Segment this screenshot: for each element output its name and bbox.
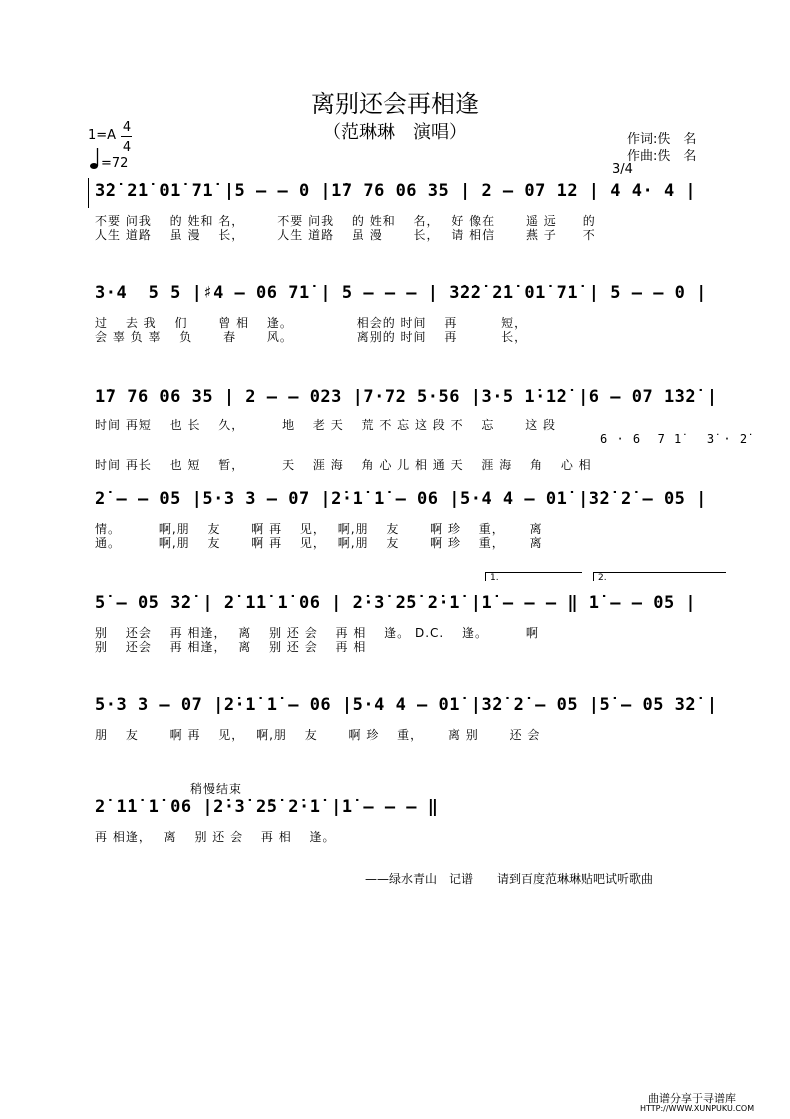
volta-label-1: 1. [490, 573, 499, 583]
bar-line [88, 178, 89, 208]
tempo-marking: =72 [101, 156, 129, 171]
lyric-line-2: 时间 再长 也 短 暂， 天 涯 海 角 心 儿 相 通 天 涯 海 角 心 相 [95, 458, 592, 472]
transcriber-credit: ——绿水青山 记谱 请到百度范琳琳贴吧试听歌曲 [365, 872, 654, 886]
lyric-line-1: 朋 友 啊 再 见， 啊,朋 友 啊 珍 重， 离 别 还 会 [95, 728, 541, 742]
lyric-line-2: 通。 啊,朋 友 啊 再 见， 啊,朋 友 啊 珍 重， 离 [95, 536, 543, 550]
notation-line: 2̇ — — 05 |5·3 3 — 07 |2̇·1̇ 1̇ — 06 |5·4 4 — 01̇ |3̇2̇ 2̇ — 05 | [95, 489, 707, 509]
lyric-line-1: 再 相逢， 离 别 还 会 再 相 逢。 [95, 830, 336, 844]
lyric-line-1: 过 去 我 们 曾 相 逢。 相会的 时间 再 短， [95, 316, 528, 330]
second-ending-bracket [593, 572, 726, 581]
lyric-line-2: 别 还会 再 相逢， 离 别 还 会 再 相 [95, 640, 367, 654]
notation-line: 3̇2̇ 2̇1̇ 01̇ 71̇ |5 — — 0 |1̇7 76 06 35 | 2 — 07 12 | 4 4· 4 | [95, 181, 697, 201]
quarter-note-icon [90, 146, 100, 170]
time-signature-bottom: 4 [122, 140, 132, 155]
time-change-marking: 3/4 [612, 162, 633, 177]
first-ending-bracket [485, 572, 582, 581]
lyric-line-1: 别 还会 再 相逢， 离 别 还 会 再 相 逢。 D.C. 逢。 啊 [95, 626, 539, 640]
lyric-line-1: 不要 问我 的 姓和 名， 不要 问我 的 姓和 名， 好 像在 遥 远 的 [95, 214, 596, 228]
time-signature-line [121, 136, 132, 137]
lyric-line-1: 时间 再短 也 长 久， 地 老 天 荒 不 忘 这 段 不 忘 这 段 [95, 418, 557, 432]
alternate-notation: 6 · 6 7 1̇ 3̇ · 2̇ [600, 432, 749, 446]
notation-line: 1̇7 76 06 35 | 2 — — 023 |7·72 5·56 |3·5 1̇·1̇2̇ |6 — 07 1̇3̇2̇ | [95, 387, 718, 407]
notation-line: 5·3 3 — 07 |2̇·1̇ 1̇ — 06 |5·4 4 — 01̇ |3̇2̇ 2̇ — 05 |5̇ — 05 3̇2̇ | [95, 695, 718, 715]
lyric-line-2: 人生 道路 虽 漫 长， 人生 道路 虽 漫 长， 请 相信 燕 子 不 [95, 228, 596, 242]
time-signature-top: 4 [122, 120, 132, 135]
tempo-instruction: 稍慢结束 [190, 782, 243, 796]
footer-url: HTTP://WWW.XUNPUKU.COM [640, 1104, 755, 1113]
song-subtitle: （范琳琳 演唱） [323, 122, 467, 143]
notation-line: 5̇ — 05 3̇2̇ | 2̇ 1̇1̇ 1̇ 06 | 2̇·3̇ 2̇5̇ 2̇·1̇ |1̇ — — — ‖ 1̇ — — 05 | [95, 593, 697, 613]
key-signature: 1=A [88, 128, 117, 143]
lyric-line-1: 情。 啊,朋 友 啊 再 见， 啊,朋 友 啊 珍 重， 离 [95, 522, 543, 536]
volta-label-2: 2. [598, 573, 607, 583]
lyric-line-2: 会 辜 负 辜 负 春 风。 离别的 时间 再 长， [95, 330, 528, 344]
lyricist-credit: 作词:佚 名 [627, 132, 697, 147]
footer-site-name: 曲谱分享于寻谱库 [648, 1092, 736, 1105]
song-title: 离别还会再相逢 [311, 90, 479, 118]
notation-line: 3·4 5 5 |♯4 — 06 71̇ | 5 — — — | 3̇2̇2̇ 2̇1̇ 01̇ 71̇ | 5 — — 0 | [95, 283, 707, 303]
composer-credit: 作曲:佚 名 [627, 149, 697, 164]
notation-line: 2̇ 1̇1̇ 1̇ 06 |2̇·3̇ 2̇5̇ 2̇·1̇ |1̇ — — — ‖ [95, 797, 439, 817]
